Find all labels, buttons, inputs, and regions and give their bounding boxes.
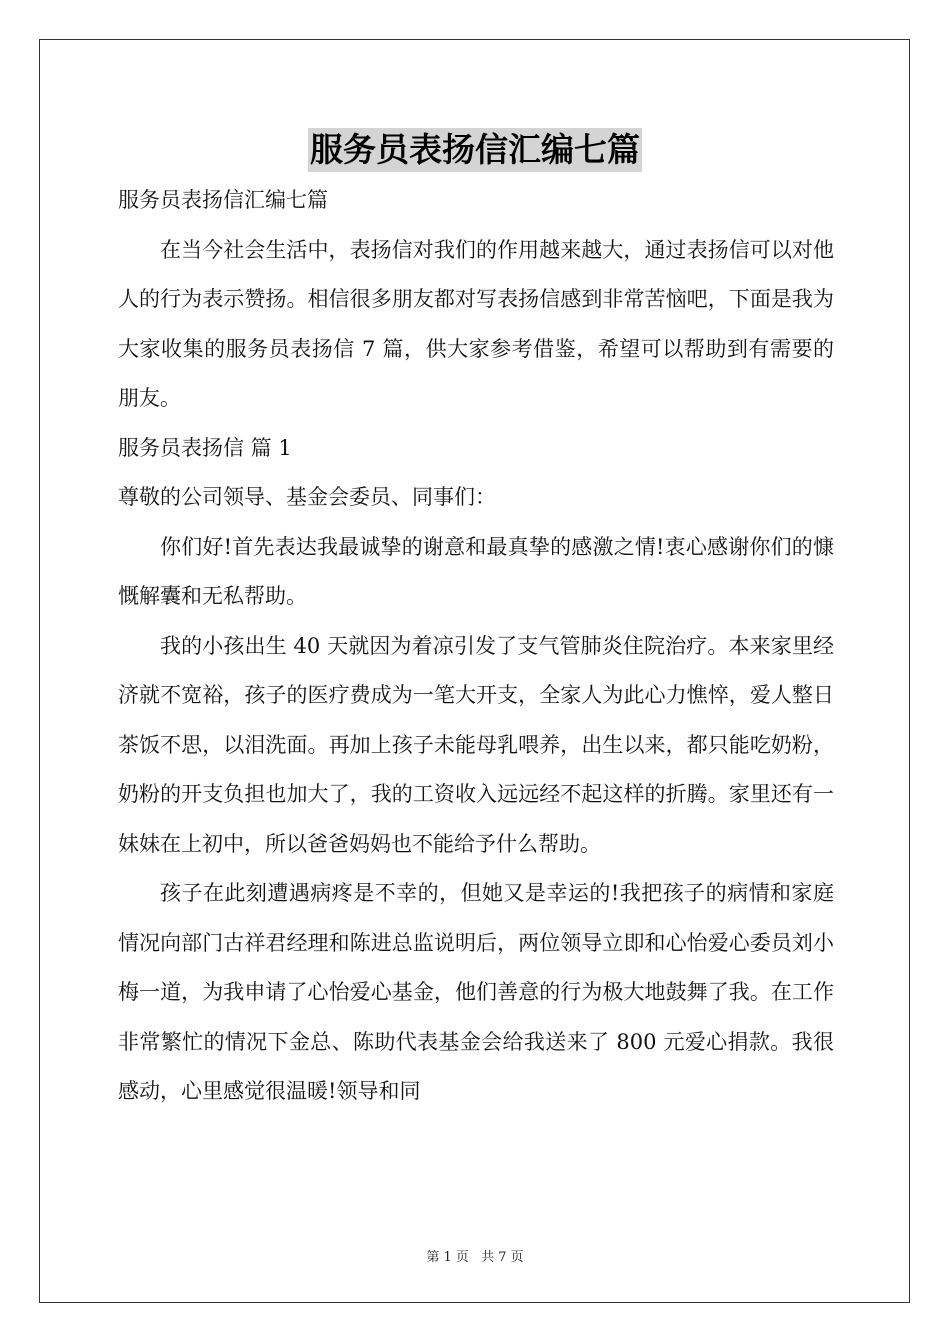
paragraph: 在当今社会生活中，表扬信对我们的作用越来越大，通过表扬信可以对他人的行为表示赞扬。相信很多朋友都对写表扬信感到非常苦恼吧，下面是我为大家收集的服务员表扬信 7 篇，供大家参考借鉴，希望可以帮助到有需要的朋友。 bbox=[118, 237, 834, 410]
paragraph: 你们好!首先表达我最诚挚的谢意和最真挚的感激之情!衷心感谢你们的慷慨解囊和无私帮助。 bbox=[118, 534, 834, 608]
page-footer bbox=[0, 1246, 950, 1265]
page-total: 共 7 页 bbox=[481, 1250, 524, 1265]
paragraph: 我的小孩出生 40 天就因为着凉引发了支气管肺炎住院治疗。本来家里经济就不宽裕，孩子的医疗费成为一笔大开支，全家人为此心力憔悴，爱人整日茶饭不思，以泪洗面。再加上孩子未能母乳喂养，出生以来，都只能吃奶粉，奶粉的开支负担也加大了，我的工资收入远远经不起这样的折腾。家里还有一妹妹在上初中，所以爸爸妈妈也不能给予什么帮助。 bbox=[118, 633, 834, 856]
salutation: 尊敬的公司领导、基金会委员、同事们： bbox=[118, 485, 496, 509]
page-number: 第 1 页 bbox=[426, 1250, 469, 1265]
document-body bbox=[118, 176, 834, 1117]
document-title: 服务员表扬信汇编七篇 bbox=[308, 128, 642, 172]
title-container bbox=[0, 128, 950, 172]
paragraph: 孩子在此刻遭遇病疼是不幸的，但她又是幸运的!我把孩子的病情和家庭情况向部门古祥君经理和陈进总监说明后，两位领导立即和心怡爱心委员刘小梅一道，为我申请了心怡爱心基金，他们善意的行为极大地鼓舞了我。在工作非常繁忙的情况下金总、陈助代表基金会给我送来了 800 元爱心捐款。我很感动，心里感觉很温暖!领导和同 bbox=[118, 881, 834, 1103]
section-heading: 服务员表扬信 篇 1 bbox=[118, 435, 292, 460]
paragraph: 服务员表扬信汇编七篇 bbox=[118, 188, 328, 212]
